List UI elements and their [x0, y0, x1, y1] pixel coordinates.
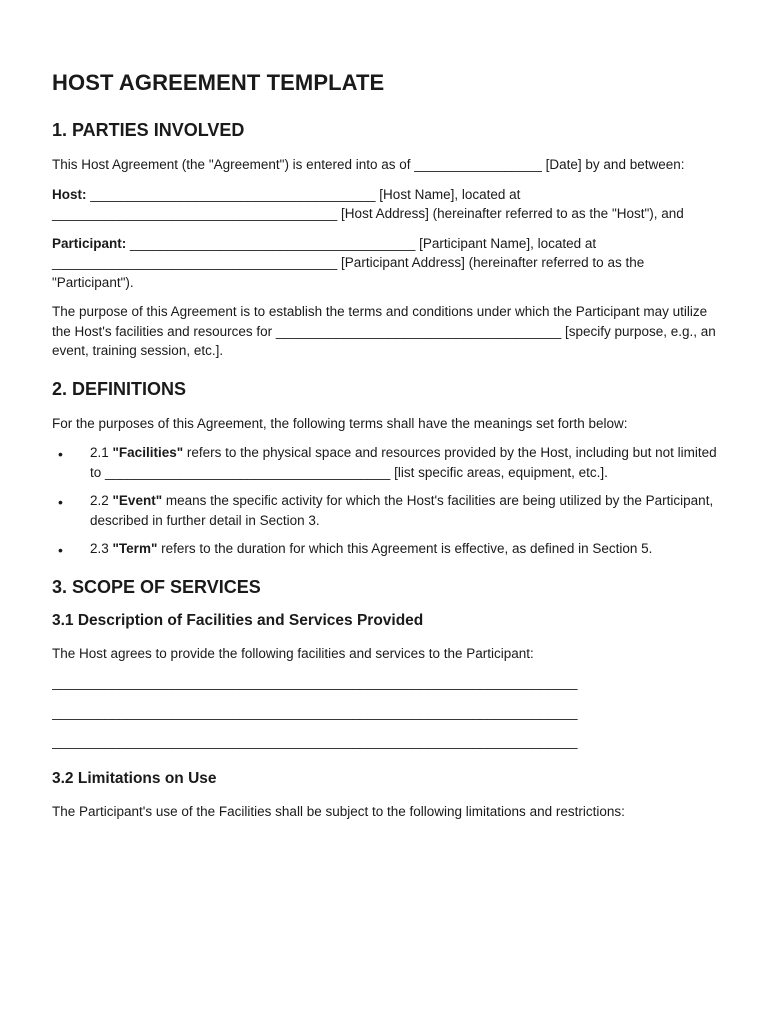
- definition-text: means the specific activity for which the Host's facilities are being utilized by the Participant, described in further detail in Section 3.: [90, 493, 714, 528]
- definition-number: 2.2: [90, 493, 113, 508]
- host-clause: [52, 185, 720, 224]
- participant-label: Participant:: [52, 235, 127, 251]
- definition-term: "Term": [112, 541, 158, 556]
- purpose-paragraph: The purpose of this Agreement is to establish the terms and conditions under which the Participant may utilize the Host's facilities and resources for ______________________________________ [specify purpose, e.g., an event, training session, etc.].: [52, 304, 716, 358]
- limitations-intro: The Participant's use of the Facilities shall be subject to the following limitations and restrictions:: [52, 803, 625, 819]
- definitions-intro: For the purposes of this Agreement, the following terms shall have the meanings set forth below:: [52, 415, 628, 431]
- definition-text: refers to the duration for which this Agreement is effective, as defined in Section 5.: [157, 541, 653, 556]
- host-label: Host:: [52, 186, 87, 202]
- document-title: HOST AGREEMENT TEMPLATE: [52, 70, 385, 95]
- participant-clause: [52, 234, 720, 293]
- fill-in-line: ______________________________________________________________________: [52, 734, 578, 749]
- host-text: ______________________________________ [Host Name], located at ______________________________________ [Host Address] (hereinafter referred to as the "Host"), and: [52, 186, 684, 221]
- fill-in-line: ______________________________________________________________________: [52, 675, 578, 690]
- bullet-icon: •: [58, 446, 63, 462]
- section-3-heading: 3. SCOPE OF SERVICES: [52, 576, 261, 597]
- definitions-list: [52, 443, 720, 559]
- participant-text: ______________________________________ [Participant Name], located at ______________________________________ [Participant Address] (hereinafter referred to as the "Participant").: [52, 235, 645, 290]
- definition-number: 2.1: [90, 445, 113, 460]
- definition-term: "Event": [112, 493, 163, 508]
- section-1-heading: 1. PARTIES INVOLVED: [52, 120, 245, 140]
- section-2-heading: 2. DEFINITIONS: [52, 378, 187, 399]
- fill-in-line: ______________________________________________________________________: [52, 704, 578, 720]
- definition-term: "Facilities": [112, 445, 184, 460]
- bullet-icon: •: [58, 494, 63, 510]
- definition-text: refers to the physical space and resources provided by the Host, including but not limited to ______________________________________ [list specific areas, equipment, etc.].: [90, 445, 717, 480]
- subsection-3-1-heading: 3.1 Description of Facilities and Services Provided: [52, 611, 424, 629]
- definition-item-facilities: [52, 443, 720, 482]
- subsection-3-2-heading: 3.2 Limitations on Use: [52, 769, 217, 787]
- definition-item-term: [52, 539, 720, 559]
- document-body: [52, 70, 720, 831]
- definition-item-event: [52, 491, 720, 530]
- agreement-intro: This Host Agreement (the "Agreement") is entered into as of _________________ [Date] by and between:: [52, 157, 685, 172]
- facilities-intro: The Host agrees to provide the following facilities and services to the Participant:: [52, 645, 534, 661]
- bullet-icon: •: [58, 542, 63, 558]
- definition-number: 2.3: [90, 541, 113, 556]
